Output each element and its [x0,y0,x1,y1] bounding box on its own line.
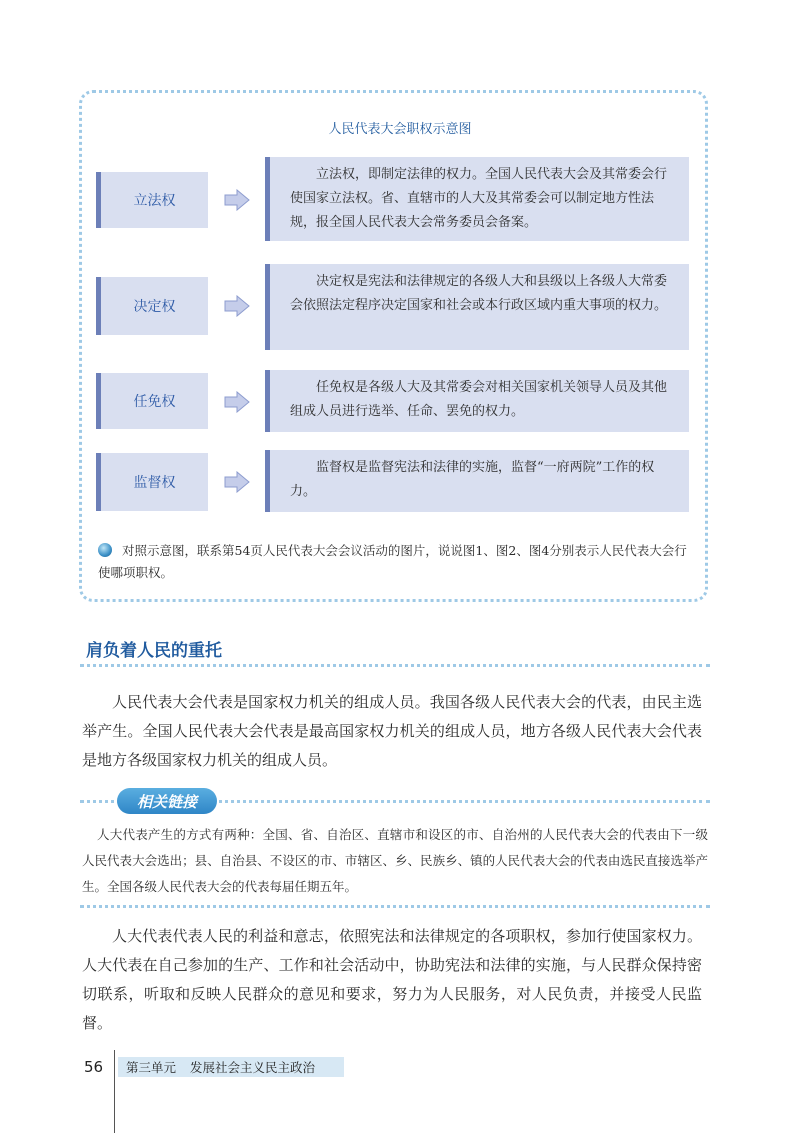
arrow-right-icon [224,471,250,493]
arrow-right-icon [224,295,250,317]
footer-unit-title: 发展社会主义民主政治 [190,1060,316,1075]
paragraph-2: 人大代表代表人民的利益和意志，依照宪法和法律规定的各项职权，参加行使国家权力。人大代表在自己参加的生产、工作和社会活动中，协助宪法和法律的实施，与人民群众保持密切联系，听取和反映人民群众的意见和要求，努力为人民服务，对人民负责，并接受人民监督。 [82,927,702,1032]
power-desc-appointment: 任免权是各级人大及其常委会对相关国家机关领导人员及其他组成人员进行选举、任命、罢免的权力。 [265,370,689,432]
diagram-note-text: 对照示意图，联系第54页人民代表大会会议活动的图片，说说图1、图2、图4分别表示人民代表大会行使哪项职权。 [98,543,687,580]
related-divider-bottom [80,905,710,908]
diagram-title: 人民代表大会职权示意图 [328,122,472,137]
power-label-decision: 决定权 [96,277,208,335]
power-desc-supervision: 监督权是监督宪法和法律的实施，监督“一府两院”工作的权力。 [265,450,689,512]
related-link-tag: 相关链接 [117,788,217,814]
footer-rule [114,1050,115,1133]
power-desc-legislative: 立法权，即制定法律的权力。全国人民代表大会及其常委会行使国家立法权。省、直辖市的人大及其常委会可以制定地方性法规，报全国人民代表大会常务委员会备案。 [265,157,689,241]
diagram-note [98,540,690,584]
footer-unit: 第三单元 [126,1060,177,1075]
related-link-text: 人大代表产生的方式有两种：全国、省、自治区、直辖市和设区的市、自治州的人民代表大会的代表由下一级人民代表大会选出；县、自治县、不设区的市、市辖区、乡、民族乡、镇的人民代表大会的代表由选民直接选举产生。全国各级人民代表大会的代表每届任期五年。 [82,827,708,894]
section-divider [80,664,710,667]
page-number: 56 [84,1058,104,1076]
paragraph-1: 人民代表大会代表是国家权力机关的组成人员。我国各级人民代表大会的代表，由民主选举产生。全国人民代表大会代表是最高国家权力机关的组成人员，地方各级人民代表大会代表是地方各级国家权力机关的组成人员。 [82,693,702,769]
footer-unit-bar [118,1057,344,1077]
power-label-appointment: 任免权 [96,373,208,429]
power-label-legislative: 立法权 [96,172,208,228]
globe-bullet-icon [98,543,112,557]
arrow-right-icon [224,391,250,413]
section-heading: 肩负着人民的重托 [86,641,222,661]
arrow-right-icon [224,189,250,211]
power-label-supervision: 监督权 [96,453,208,511]
power-desc-decision: 决定权是宪法和法律规定的各级人大和县级以上各级人大常委会依照法定程序决定国家和社会或本行政区域内重大事项的权力。 [265,264,689,350]
